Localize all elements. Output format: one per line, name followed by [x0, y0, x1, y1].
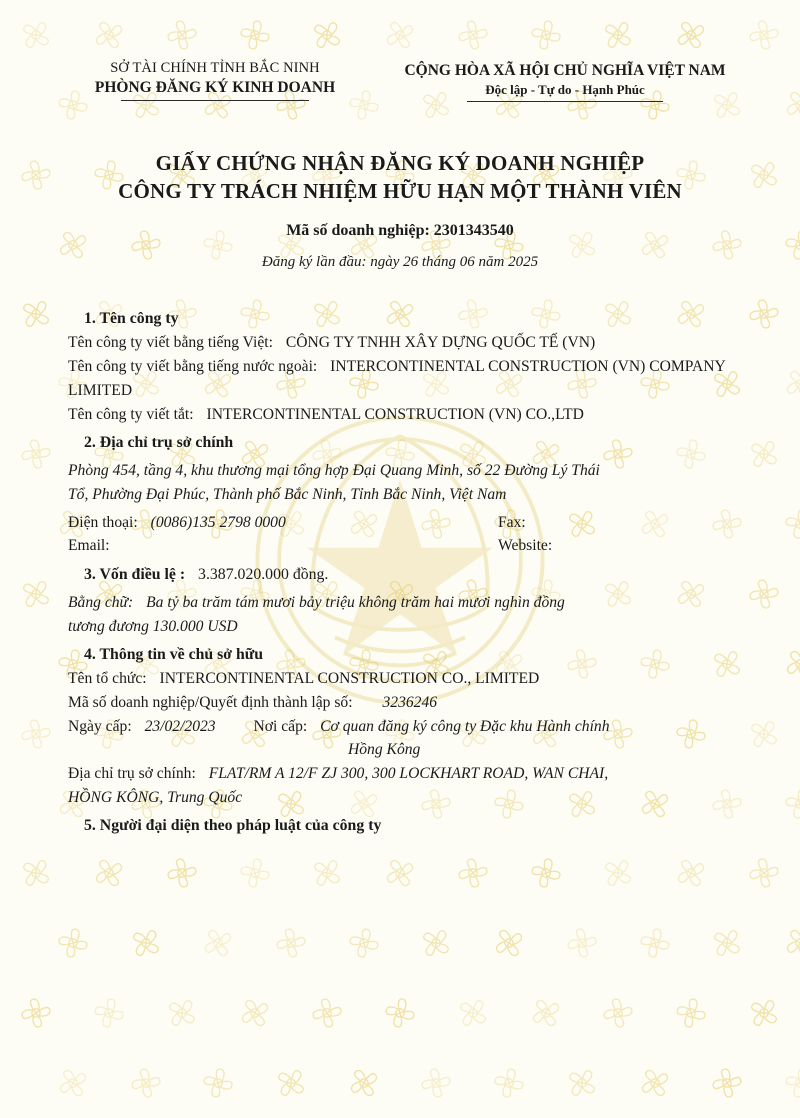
charter-capital-amount: 3.387.020.000 đồng.	[198, 565, 329, 583]
owner-issue-date-value: 23/02/2023	[144, 717, 216, 735]
header-national-motto: Độc lập - Tự do - Hạnh Phúc	[485, 82, 645, 97]
section-5-heading: 5. Người đại diện theo pháp luật của công ty	[84, 817, 382, 835]
fax-cell	[498, 511, 738, 535]
email-cell	[68, 534, 498, 558]
header-issuing-authority	[70, 60, 360, 101]
charter-capital-equivalent: tương đương 130.000 USD	[68, 617, 238, 635]
company-name-foreign-value: INTERCONTINENTAL CONSTRUCTION (VN) COMPANY LIMITED	[68, 358, 726, 399]
header-province-office: SỞ TÀI CHÍNH TỈNH BẮC NINH	[110, 60, 320, 76]
owner-address-row	[62, 762, 738, 786]
owner-org-label: Tên tổ chức:	[68, 670, 147, 688]
document-body	[62, 307, 738, 838]
header-country-name: CỘNG HÒA XÃ HỘI CHỦ NGHĨA VIỆT NAM	[404, 62, 726, 79]
page-subtitle: CÔNG TY TRÁCH NHIỆM HỮU HẠN MỘT THÀNH VIÊN	[118, 178, 682, 203]
fax-label: Fax:	[498, 513, 526, 531]
header-left-divider	[121, 100, 309, 101]
company-name-foreign-label: Tên công ty viết bằng tiếng nước ngoài:	[68, 358, 318, 376]
page-title: GIẤY CHỨNG NHẬN ĐĂNG KÝ DOANH NGHIỆP	[155, 151, 645, 175]
company-name-vn-row	[62, 331, 738, 355]
email-website-row	[62, 534, 738, 558]
owner-code-row	[62, 691, 738, 715]
owner-issue-place-label: Nơi cấp:	[253, 717, 308, 735]
header-business-registration-office: PHÒNG ĐĂNG KÝ KINH DOANH	[94, 79, 336, 96]
section-3-heading: 3. Vốn điều lệ :	[84, 565, 186, 583]
owner-org-value: INTERCONTINENTAL CONSTRUCTION CO., LIMITED	[159, 670, 540, 688]
owner-issue-date-label: Ngày cấp:	[68, 717, 132, 735]
owner-issue-place-value-line2: Hồng Kông	[348, 741, 421, 759]
document-header	[62, 60, 738, 102]
header-right-divider	[467, 101, 663, 102]
website-label: Website:	[498, 537, 553, 555]
head-office-address-line2: Tổ, Phường Đại Phúc, Thành phố Bắc Ninh, Tỉnh Bắc Ninh, Việt Nam	[68, 485, 507, 503]
section-1-heading: 1. Tên công ty	[84, 310, 179, 328]
charter-capital-in-words-row	[62, 591, 738, 615]
header-national-title	[400, 60, 730, 102]
owner-issue-row	[62, 715, 738, 739]
charter-capital-in-words-label: Bằng chữ:	[68, 593, 134, 611]
owner-address-label: Địa chỉ trụ sở chính:	[68, 765, 196, 783]
owner-code-label: Mã số doanh nghiệp/Quyết định thành lập số:	[68, 694, 353, 711]
owner-org-row	[62, 667, 738, 691]
company-name-vn-value: CÔNG TY TNHH XÂY DỰNG QUỐC TẾ (VN)	[285, 334, 596, 352]
first-registration-date: Đăng ký lần đầu: ngày 26 tháng 06 năm 2025	[261, 254, 539, 271]
phone-label: Điện thoại:	[68, 513, 138, 531]
section-4-heading: 4. Thông tin về chủ sở hữu	[84, 646, 264, 664]
section-2-heading: 2. Địa chỉ trụ sở chính	[84, 434, 234, 452]
document-title-block	[62, 150, 738, 271]
owner-address-value: FLAT/RM A 12/F ZJ 300, 300 LOCKHART ROAD, WAN CHAI,	[208, 765, 609, 783]
email-label: Email:	[68, 537, 110, 555]
charter-capital-in-words-value: Ba tỷ ba trăm tám mươi bảy triệu không trăm hai mươi nghìn đồng	[146, 593, 565, 611]
company-name-vn-label: Tên công ty viết bằng tiếng Việt:	[68, 334, 273, 352]
owner-issue-place-value: Cơ quan đăng ký công ty Đặc khu Hành chính	[320, 717, 610, 735]
owner-code-value: 3236246	[382, 694, 438, 711]
owner-address-value-line2: HỒNG KÔNG, Trung Quốc	[68, 788, 243, 806]
company-name-short-row	[62, 403, 738, 427]
company-name-short-value: INTERCONTINENTAL CONSTRUCTION (VN) CO.,LTD	[206, 405, 584, 423]
company-name-short-label: Tên công ty viết tắt:	[68, 405, 194, 423]
phone-value: (0086)135 2798 0000	[150, 513, 286, 531]
website-cell	[498, 534, 738, 558]
head-office-address-line1: Phòng 454, tầng 4, khu thương mại tổng hợp Đại Quang Minh, số 22 Đường Lý Thái	[68, 462, 600, 480]
phone-fax-row	[62, 511, 738, 535]
phone-cell	[68, 511, 498, 535]
company-name-foreign-row	[62, 355, 738, 402]
section-3-row	[62, 563, 738, 587]
business-code: Mã số doanh nghiệp: 2301343540	[286, 222, 514, 240]
